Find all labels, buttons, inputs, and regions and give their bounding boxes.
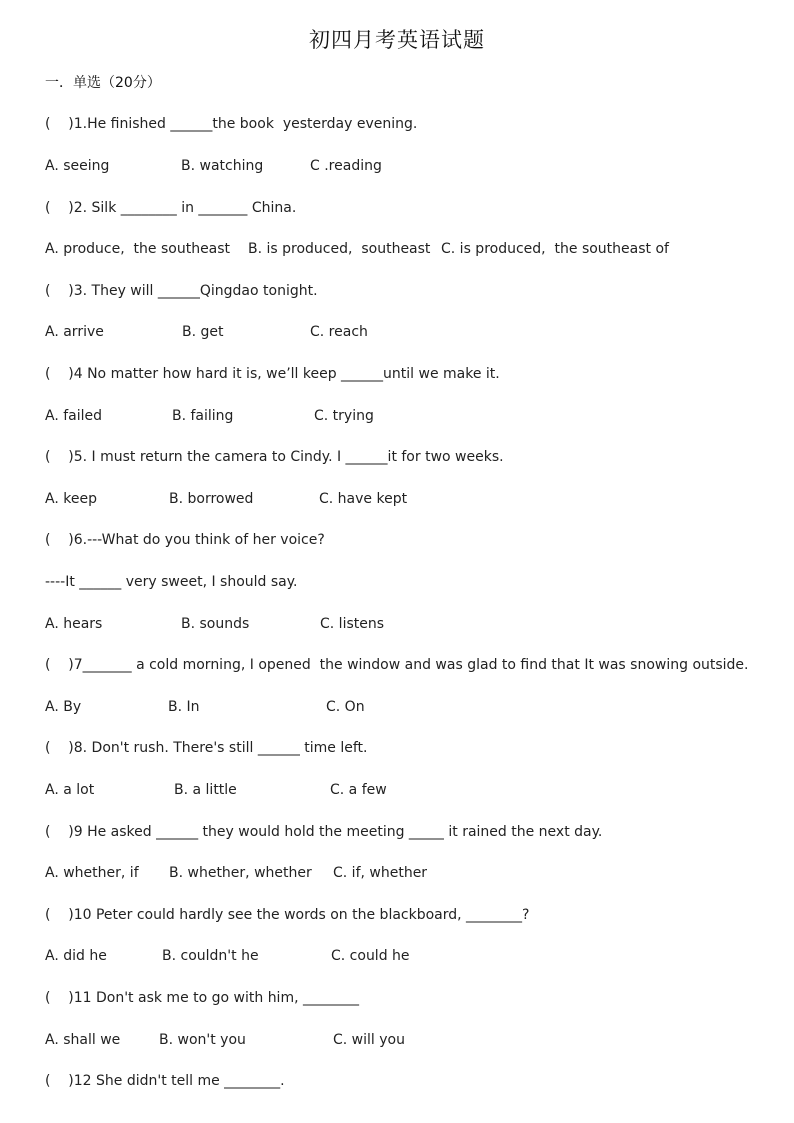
question-2-option-a: A. produce, the southeast bbox=[45, 241, 231, 257]
question-4-option-a: A. failed bbox=[45, 408, 103, 424]
question-1-option-c: C .reading bbox=[310, 158, 382, 174]
section-heading: 一．单选（20分） bbox=[45, 75, 161, 91]
question-8-option-a: A. a lot bbox=[45, 782, 95, 798]
question-7-option-c: C. On bbox=[326, 699, 365, 715]
question-3-stem: ( )3. They will ______Qingdao tonight. bbox=[45, 283, 318, 299]
question-6-option-c: C. listens bbox=[320, 616, 385, 632]
question-1-option-a: A. seeing bbox=[45, 158, 110, 174]
question-4-stem: ( )4 No matter how hard it is, we’ll keep ______until we make it. bbox=[45, 366, 500, 382]
question-4-option-c: C. trying bbox=[314, 408, 374, 424]
question-1-option-b: B. watching bbox=[181, 158, 264, 174]
question-2-option-b: B. is produced, southeast bbox=[248, 241, 431, 257]
question-7-stem: ( )7_______ a cold morning, I opened the window and was glad to find that It was snowing outside. bbox=[45, 657, 749, 673]
question-10-option-a: A. did he bbox=[45, 948, 107, 964]
question-2-option-c: C. is produced, the southeast of bbox=[441, 241, 669, 257]
question-8-option-c: C. a few bbox=[330, 782, 387, 798]
question-11-option-c: C. will you bbox=[333, 1032, 405, 1048]
question-6-response: ----It ______ very sweet, I should say. bbox=[45, 574, 298, 590]
question-6-option-b: B. sounds bbox=[181, 616, 250, 632]
question-8-stem: ( )8. Don't rush. There's still ______ time left. bbox=[45, 740, 368, 756]
question-5-stem: ( )5. I must return the camera to Cindy. I ______it for two weeks. bbox=[45, 449, 504, 465]
question-8-option-b: B. a little bbox=[174, 782, 237, 798]
question-3-option-a: A. arrive bbox=[45, 324, 104, 340]
question-2-stem: ( )2. Silk ________ in _______ China. bbox=[45, 200, 297, 216]
question-7-option-b: B. In bbox=[168, 699, 200, 715]
question-5-option-c: C. have kept bbox=[319, 491, 408, 507]
question-9-option-c: C. if, whether bbox=[333, 865, 428, 881]
question-11-option-b: B. won't you bbox=[159, 1032, 246, 1048]
question-10-option-b: B. couldn't he bbox=[162, 948, 259, 964]
question-3-option-b: B. get bbox=[182, 324, 224, 340]
question-6-option-a: A. hears bbox=[45, 616, 103, 632]
question-7-option-a: A. By bbox=[45, 699, 82, 715]
question-11-option-a: A. shall we bbox=[45, 1032, 121, 1048]
question-5-option-a: A. keep bbox=[45, 491, 97, 507]
question-9-option-a: A. whether, if bbox=[45, 865, 139, 881]
question-12-stem: ( )12 She didn't tell me ________. bbox=[45, 1073, 285, 1089]
question-4-option-b: B. failing bbox=[172, 408, 234, 424]
page-title: 初四月考英语试题 bbox=[309, 28, 485, 52]
question-9-option-b: B. whether, whether bbox=[169, 865, 312, 881]
question-5-option-b: B. borrowed bbox=[169, 491, 254, 507]
question-9-stem: ( )9 He asked ______ they would hold the meeting _____ it rained the next day. bbox=[45, 824, 603, 840]
question-3-option-c: C. reach bbox=[310, 324, 368, 340]
question-6-stem: ( )6.---What do you think of her voice? bbox=[45, 532, 325, 548]
question-10-stem: ( )10 Peter could hardly see the words on the blackboard, ________? bbox=[45, 907, 530, 923]
question-10-option-c: C. could he bbox=[331, 948, 410, 964]
question-11-stem: ( )11 Don't ask me to go with him, ________ bbox=[45, 990, 359, 1006]
question-1-stem: ( )1.He finished ______the book yesterday evening. bbox=[45, 116, 418, 132]
